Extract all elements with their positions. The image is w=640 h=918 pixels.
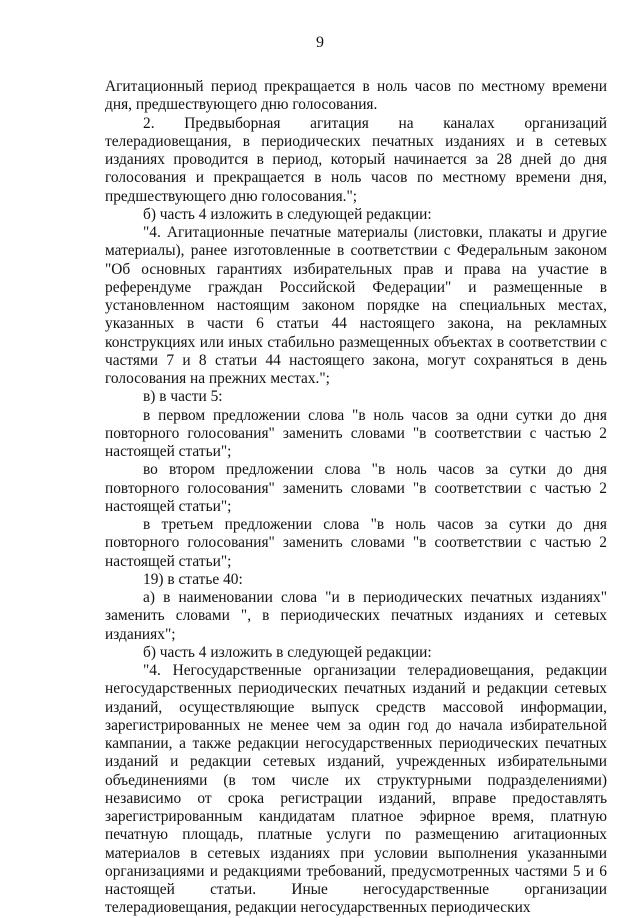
paragraph-8: в третьем предложении слова "в ноль часов за сутки до дня повторного голосования" заменить словами "в соответствии с частью 2 настоящей статьи"; (105, 516, 607, 570)
paragraph-6: в первом предложении слова "в ноль часов за одни сутки до дня повторного голосования" заменить словами "в соответствии с частью 2 настоящей статьи"; (105, 406, 607, 460)
page-number: 9 (316, 34, 324, 51)
paragraph-10: а) в наименовании слова "и в периодических печатных изданиях" заменить словами ", в периодических печатных изданиях и сетевых изданиях"; (105, 589, 607, 643)
paragraph-12: "4. Негосударственные организации телерадиовещания, редакции негосударственных периодических печатных изданий и редакции сетевых изданий, осуществляющие выпуск средств массовой информации, зарегистрированных не менее чем за один год до начала избирательной кампании, а также редакции негосударственных периодических печатных изданий и редакции сетевых изданий, учрежденных избирательными объединениями (в том числе их структурными подразделениями) независимо от срока регистрации изданий, вправе предоставлять зарегистрированным кандидатам платное эфирное время, платную печатную площадь, платные услуги по размещению агитационных материалов в сетевых изданиях при условии выполнения указанными организациями и редакциями требований, предусмотренных частями 5 и 6 настоящей статьи. Иные негосударственные организации телерадиовещания, редакции негосударственных периодических (105, 662, 607, 917)
paragraph-5: в) в части 5: (143, 388, 223, 406)
paragraph-9: 19) в статье 40: (143, 570, 243, 588)
paragraph-2: 2. Предвыборная агитация на каналах организаций телерадиовещания, в периодических печатных изданиях и в сетевых изданиях проводится в период, который начинается за 28 дней до дня голосования и прекращается в ноль часов по местному времени дня, предшествующего дню голосования."; (105, 114, 607, 205)
paragraph-1: Агитационный период прекращается в ноль часов по местному времени дня, предшествующего дню голосования. (105, 78, 607, 114)
paragraph-3: б) часть 4 изложить в следующей редакции: (143, 205, 432, 223)
document-body (105, 78, 607, 918)
paragraph-11: б) часть 4 изложить в следующей редакции: (143, 643, 432, 661)
paragraph-4: "4. Агитационные печатные материалы (листовки, плакаты и другие материалы), ранее изготовленные в соответствии с Федеральным законом "Об основных гарантиях избирательных прав и права на участие в референдуме граждан Российской Федерации" и размещенные в установленном настоящим законом порядке на специальных местах, указанных в части 6 статьи 44 настоящего закона, на рекламных конструкциях или иных стабильно размещенных объектах в соответствии с частями 7 и 8 статьи 44 настоящего закона, могут сохраняться в день голосования на прежних местах."; (105, 224, 607, 387)
paragraph-7: во втором предложении слова "в ноль часов за сутки до дня повторного голосования" заменить словами "в соответствии с частью 2 настоящей статьи"; (105, 461, 607, 515)
